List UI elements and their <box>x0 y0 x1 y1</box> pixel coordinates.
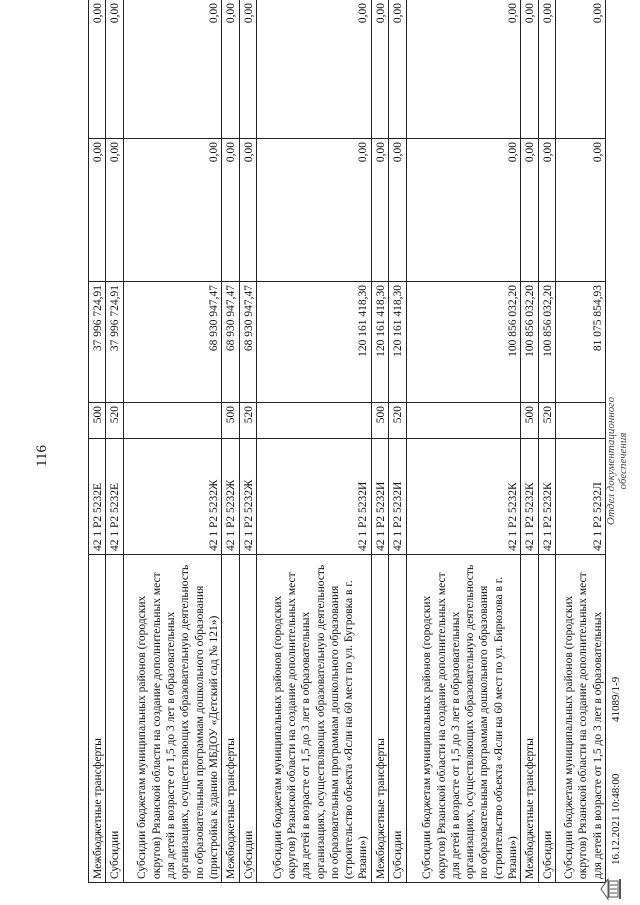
row-code: 42 1 P2 5232И <box>371 439 388 555</box>
table-row <box>256 0 371 883</box>
row-amount-2: 0,00 <box>106 139 123 282</box>
row-amount-2: 0,00 <box>521 139 538 282</box>
row-amount-1: 100 856 032,20 <box>521 282 538 403</box>
row-vr: 500 <box>371 403 388 439</box>
row-amount-2: 0,00 <box>256 139 371 282</box>
row-amount-1: 81 075 854,93 <box>556 282 606 403</box>
row-code: 42 1 P2 5232К <box>538 439 555 555</box>
budget-table <box>88 0 606 883</box>
table-row <box>222 0 239 883</box>
row-amount-1: 100 856 032,20 <box>538 282 555 403</box>
row-vr <box>123 403 222 439</box>
row-amount-3: 0,00 <box>556 0 606 139</box>
row-amount-3: 0,00 <box>521 0 538 139</box>
row-amount-1: 68 930 947,47 <box>222 282 239 403</box>
row-vr: 520 <box>389 403 406 439</box>
row-vr: 520 <box>106 403 123 439</box>
row-code: 42 1 P2 5232К <box>521 439 538 555</box>
row-amount-1: 120 161 418,30 <box>256 282 371 403</box>
table-row <box>239 0 256 883</box>
table-row <box>406 0 521 883</box>
row-amount-1: 120 161 418,30 <box>371 282 388 403</box>
row-amount-1: 37 996 724,91 <box>89 282 106 403</box>
row-amount-3: 0,00 <box>406 0 521 139</box>
row-code: 42 1 P2 5232Л <box>556 439 606 555</box>
row-amount-2: 0,00 <box>123 139 222 282</box>
row-code: 42 1 P2 5232E <box>106 439 123 555</box>
table-row <box>556 0 606 883</box>
row-name: Субсидии <box>106 555 123 883</box>
row-amount-2: 0,00 <box>556 139 606 282</box>
emblem-icon <box>600 877 622 901</box>
table-row <box>538 0 555 883</box>
page-number: 116 <box>34 445 50 467</box>
row-code: 42 1 P2 5232И <box>256 439 371 555</box>
row-code: 42 1 P2 5232E <box>89 439 106 555</box>
row-name: Субсидии бюджетам муниципальных районов (городских округов) Рязанской области на создание дополнительных мест для детей в возрасте от 1,5 до 3 лет в образовательных организациях, осуществляющих образовательную деятельность по образовательным программам дошкольного образования (пристройка к зданию МБДОУ «Детский сад № 121») <box>123 555 222 883</box>
row-name: Межбюджетные трансферты <box>89 555 106 883</box>
row-vr: 520 <box>538 403 555 439</box>
budget-table-body <box>89 0 606 883</box>
row-vr: 500 <box>222 403 239 439</box>
row-name: Субсидии бюджетам муниципальных районов (городских округов) Рязанской области на создание дополнительных мест для детей в возрасте от 1,5 до 3 лет в образовательных <box>556 555 606 883</box>
table-row <box>521 0 538 883</box>
row-name: Субсидии <box>538 555 555 883</box>
row-name: Межбюджетные трансферты <box>222 555 239 883</box>
row-amount-1: 68 930 947,47 <box>123 282 222 403</box>
row-vr: 500 <box>521 403 538 439</box>
row-amount-1: 37 996 724,91 <box>106 282 123 403</box>
row-code: 42 1 P2 5232Ж <box>222 439 239 555</box>
row-amount-1: 120 161 418,30 <box>389 282 406 403</box>
row-code: 42 1 P2 5232Ж <box>239 439 256 555</box>
row-amount-2: 0,00 <box>389 139 406 282</box>
table-row <box>389 0 406 883</box>
row-amount-3: 0,00 <box>239 0 256 139</box>
table-row <box>106 0 123 883</box>
row-amount-3: 0,00 <box>123 0 222 139</box>
table-row <box>371 0 388 883</box>
row-name: Субсидии <box>239 555 256 883</box>
row-amount-3: 0,00 <box>389 0 406 139</box>
row-amount-3: 0,00 <box>256 0 371 139</box>
row-vr: 500 <box>89 403 106 439</box>
row-code: 42 1 P2 5232К <box>406 439 521 555</box>
table-row <box>123 0 222 883</box>
row-vr <box>406 403 521 439</box>
row-amount-3: 0,00 <box>222 0 239 139</box>
row-code: 42 1 P2 5232И <box>389 439 406 555</box>
row-name: Межбюджетные трансферты <box>521 555 538 883</box>
row-amount-2: 0,00 <box>371 139 388 282</box>
row-code: 42 1 P2 5232Ж <box>123 439 222 555</box>
row-amount-2: 0,00 <box>222 139 239 282</box>
row-amount-3: 0,00 <box>89 0 106 139</box>
row-name: Субсидии <box>389 555 406 883</box>
row-amount-3: 0,00 <box>538 0 555 139</box>
stamp-line-1: Отдел документационного <box>605 396 617 526</box>
row-vr <box>256 403 371 439</box>
row-vr <box>556 403 606 439</box>
row-amount-3: 0,00 <box>106 0 123 139</box>
footer-datetime: 16.12.2021 10:48:00 <box>610 773 622 865</box>
row-amount-1: 68 930 947,47 <box>239 282 256 403</box>
footer-doc-code: 41089/1-9 <box>610 676 622 722</box>
row-name: Субсидии бюджетам муниципальных районов (городских округов) Рязанской области на создание дополнительных мест для детей в возрасте от 1,5 до 3 лет в образовательных организациях, осуществляющих образовательную деятельность по образовательным программам дошкольного образования (строительство объекта «Ясли на 60 мест по ул. Бугровка в г. Рязани») <box>256 555 371 883</box>
row-vr: 520 <box>239 403 256 439</box>
stamp-line-2: обеспечения <box>617 432 629 490</box>
row-amount-2: 0,00 <box>406 139 521 282</box>
row-amount-2: 0,00 <box>89 139 106 282</box>
row-name: Субсидии бюджетам муниципальных районов (городских округов) Рязанской области на создание дополнительных мест для детей в возрасте от 1,5 до 3 лет в образовательных организациях, осуществляющих образовательную деятельность по образовательным программам дошкольного образования (строительство объекта «Ясли на 60 мест по ул. Бирюзова в г. Рязани») <box>406 555 521 883</box>
row-amount-2: 0,00 <box>538 139 555 282</box>
row-name: Межбюджетные трансферты <box>371 555 388 883</box>
row-amount-2: 0,00 <box>239 139 256 282</box>
department-stamp <box>605 391 629 531</box>
row-amount-1: 100 856 032,20 <box>406 282 521 403</box>
row-amount-3: 0,00 <box>371 0 388 139</box>
table-row <box>89 0 106 883</box>
